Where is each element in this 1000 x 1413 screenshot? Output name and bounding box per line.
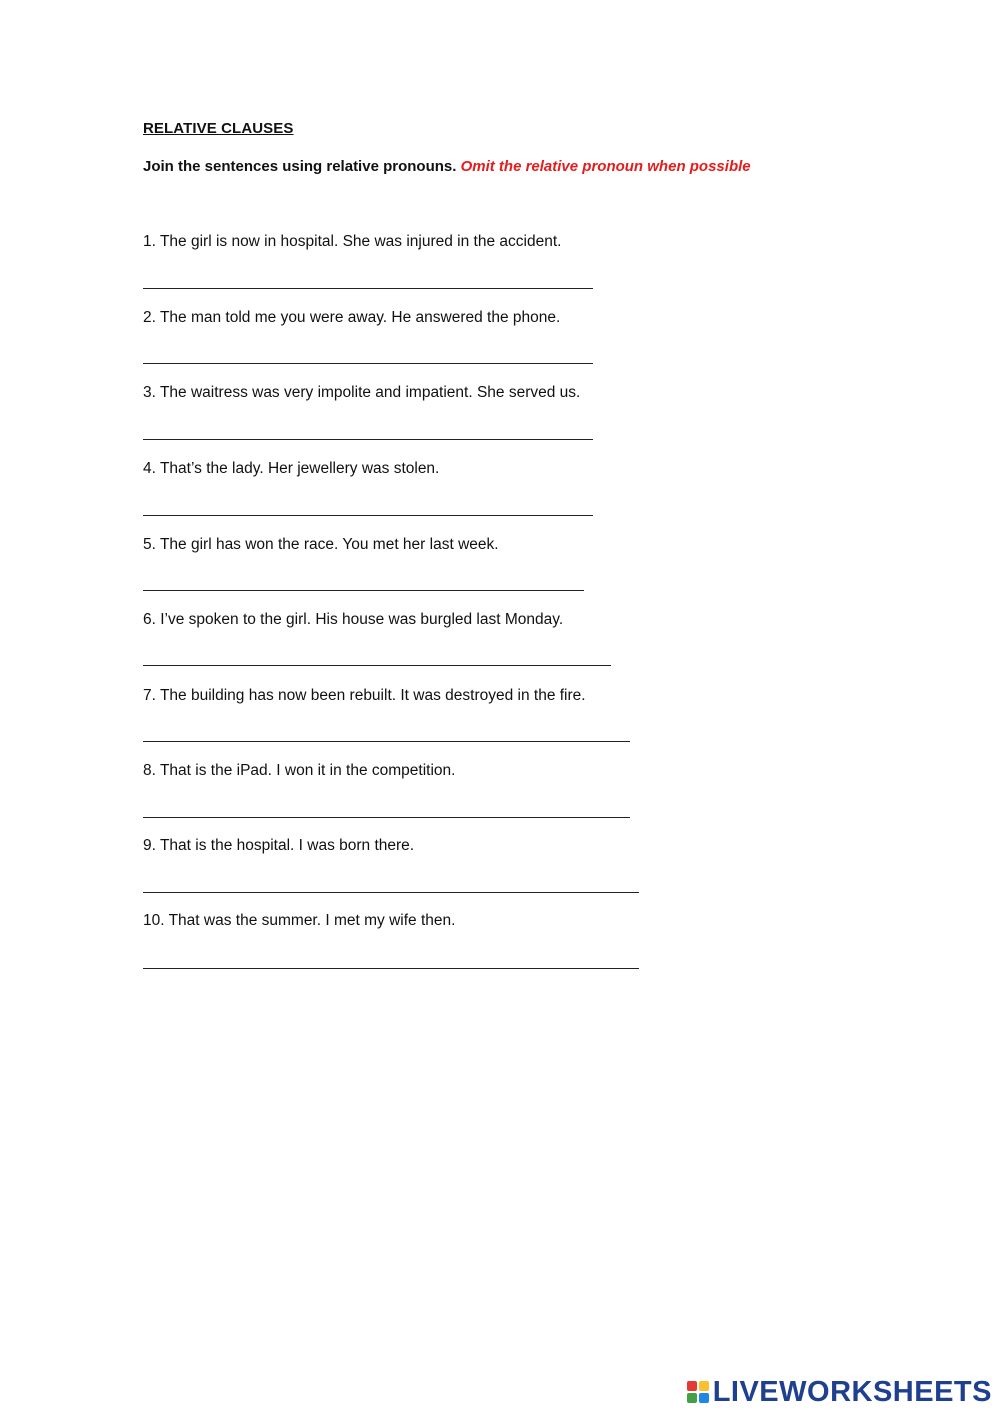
brand-text: LIVEWORKSHEETS [712,1376,992,1408]
exercise-sentence: 3. The waitress was very impolite and impatient. She served us. [143,384,581,401]
logo-tile-green [687,1393,697,1403]
instruction-text: Join the sentences using relative pronouns. [143,158,457,175]
answer-line[interactable] [143,968,639,969]
exercise-sentence: 5. The girl has won the race. You met her last week. [143,536,499,553]
answer-line[interactable] [143,288,593,289]
answer-line[interactable] [143,590,584,591]
page-title: RELATIVE CLAUSES [143,120,294,137]
liveworksheets-brand [687,1377,992,1407]
exercise-sentence: 6. I’ve spoken to the girl. His house was burgled last Monday. [143,611,564,628]
logo-tile-yellow [699,1381,709,1391]
answer-line[interactable] [143,439,593,440]
answer-line[interactable] [143,515,593,516]
exercise-sentence: 10. That was the summer. I met my wife then. [143,912,456,929]
exercise-sentence: 4. That’s the lady. Her jewellery was stolen. [143,460,440,477]
exercise-sentence: 9. That is the hospital. I was born there. [143,837,415,854]
answer-line[interactable] [143,892,639,893]
logo-tile-red [687,1381,697,1391]
answer-line[interactable] [143,363,593,364]
answer-line[interactable] [143,817,630,818]
instructions [143,158,751,175]
exercise-sentence: 2. The man told me you were away. He answered the phone. [143,309,561,326]
exercise-sentence: 7. The building has now been rebuilt. It was destroyed in the fire. [143,687,586,704]
liveworksheets-logo-icon [687,1381,709,1403]
answer-line[interactable] [143,741,630,742]
exercise-sentence: 8. That is the iPad. I won it in the competition. [143,762,456,779]
instruction-note: Omit the relative pronoun when possible [460,158,751,175]
exercise-sentence: 1. The girl is now in hospital. She was injured in the accident. [143,233,562,250]
logo-tile-blue [699,1393,709,1403]
answer-line[interactable] [143,665,611,666]
